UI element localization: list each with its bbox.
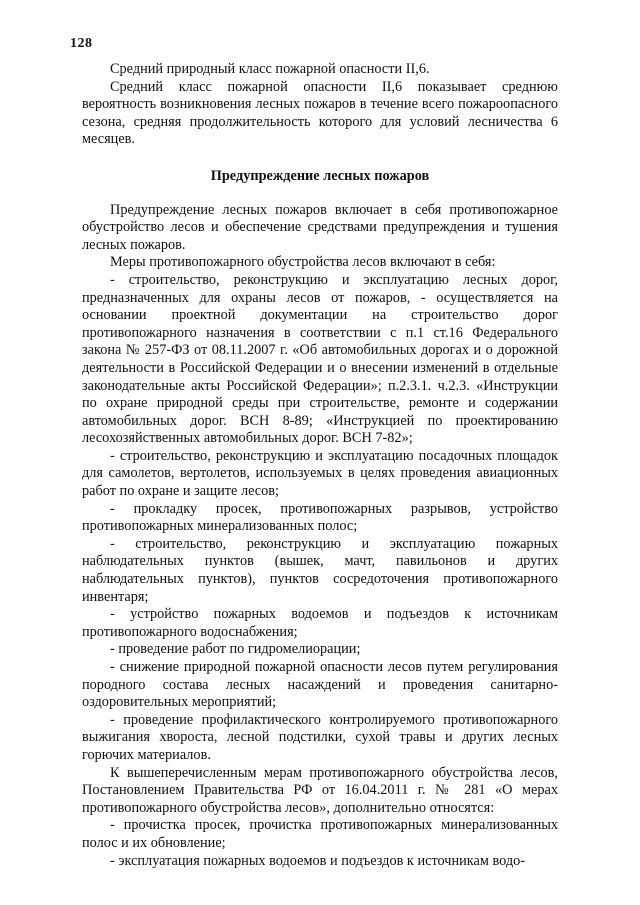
paragraph-1: Предупреждение лесных пожаров включает в себя противопожарное обустройство лесов и обеспечение средствами предупреждения и тушения лесных пожаров.: [82, 201, 558, 253]
list-item: - проведение профилактического контролируемого противопожарного выжигания хворостa, лесной подстилки, сухой травы и других лесных горючих материалов.: [82, 711, 558, 763]
list-item: - прокладку просек, противопожарных разрывов, устройство противопожарных минерализованных полос;: [82, 500, 558, 535]
section-heading: Предупреждение лесных пожаров: [210, 167, 430, 184]
list-item: - проведение работ по гидромелиорации;: [110, 641, 361, 658]
measures-list: [82, 272, 558, 765]
list-item: - снижение природной пожарной опасности лесов путем регулирования породного состава лесных насаждений и проведения санитарно-оздоровительных мероприятий;: [82, 659, 558, 711]
list-item: - строительство, реконструкцию и эксплуатацию лесных дорог, предназначенных для охраны лесов от пожаров, - осуществляется на основании проектной документации на строительство дорог противопожарного назначения в соответствии с п.1 ст.16 Федерального закона № 257-ФЗ от 08.11.2007 г. «Об автомобильных дорогах и о дорожной деятельности в Российской Федерации и о внесении изменений в отдельные законодательные акты Российской Федерации»; п.2.3.1. ч.2.3. «Инструкции по охране природной среды при строительстве, ремонте и содержании автомобильных дорог. ВСН 8-89; «Инструкцией по проектированию лесохозяйственных автомобильных дорог. ВСН 7-82»;: [82, 271, 558, 447]
list-item: - строительство, реконструкцию и эксплуатацию пожарных наблюдательных пунктов (вышек, мачт, павильонов и других наблюдательных пунктов), пунктов сосредоточения противопожарного инвентаря;: [82, 535, 558, 605]
intro-paragraph-1: Средний природный класс пожарной опасности II,6.: [110, 61, 430, 77]
additional-intro-paragraph: К вышеперечисленным мерам противопожарного обустройства лесов, Постановлением Правительства РФ от 16.04.2011 г. № 281 «О мерах противопожарного обустройства лесов», дополнительно относятся:: [82, 764, 558, 816]
page-body: [82, 61, 558, 870]
page-number: 128: [70, 36, 93, 51]
list-item: - эксплуатация пожарных водоемов и подъездов к источникам водо-: [110, 852, 526, 869]
paragraph-2: Меры противопожарного обустройства лесов включают в себя:: [110, 254, 496, 271]
list-item: - прочистка просек, прочистка противопожарных минерализованных полос и их обновление;: [82, 817, 558, 851]
list-item: - строительство, реконструкцию и эксплуатацию посадочных площадок для самолетов, вертолетов, используемых в целях проведения авиационных работ по охране и защите лесов;: [82, 447, 558, 500]
intro-paragraph-2: Средний класс пожарной опасности II,6 показывает среднюю вероятность возникновения лесных пожаров в течение всего пожароопасного сезона, средняя продолжительность которого для условий лесничества 6 месяцев.: [82, 78, 558, 148]
list-item: - устройство пожарных водоемов и подъездов к источникам противопожарного водоснабжения;: [82, 606, 558, 640]
additional-list: [82, 817, 558, 870]
